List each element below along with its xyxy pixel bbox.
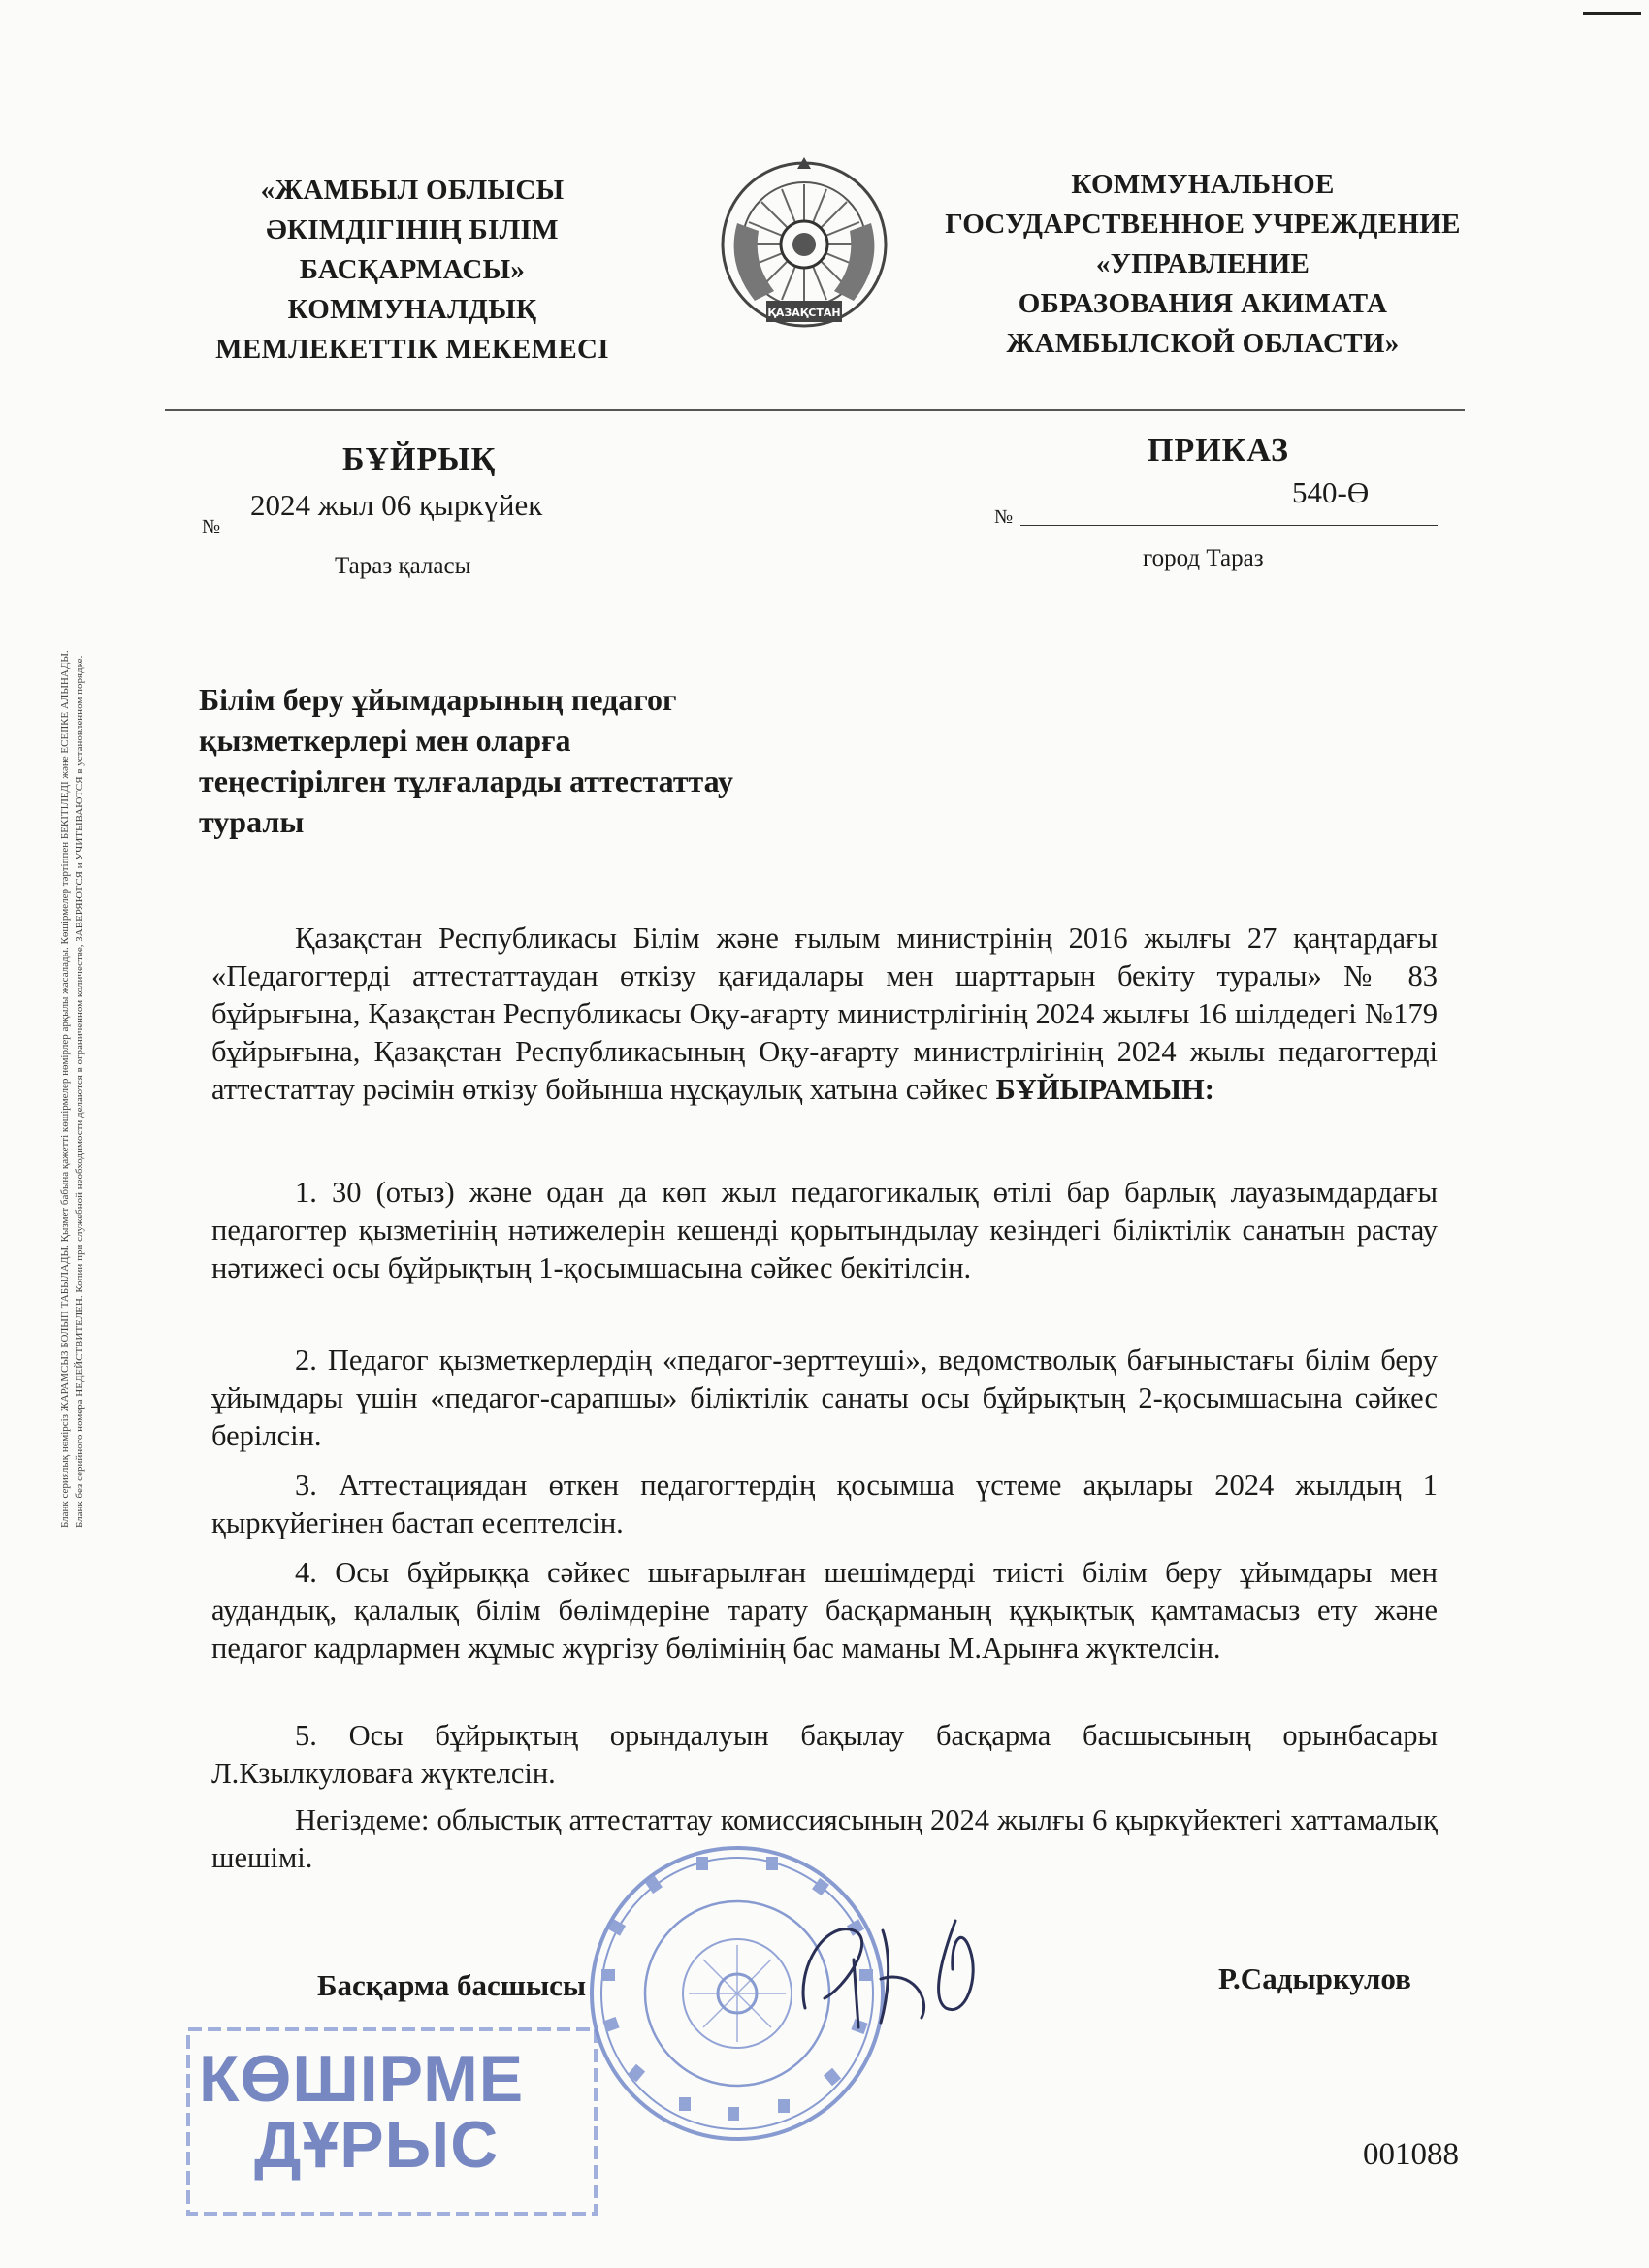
state-emblem — [720, 155, 889, 340]
order-item-text: 1. 30 (отыз) және одан да көп жыл педагогикалық өтілі бар барлық лауазымдардағы педагогтер қызметінің нәтижелерін кешенді қорытындылау кезіндегі біліктілік санатын растау нәтижесі осы бұйрықтың 1-қосымшасына сәйкес бекітілсін. — [211, 1176, 1438, 1284]
city-kz: Тараз қаласы — [335, 553, 471, 579]
number-line-ru — [1020, 480, 1438, 526]
order-item-2 — [211, 1342, 1438, 1455]
doc-type-kz: БҰЙРЫҚ — [342, 441, 497, 477]
signatory-position: Басқарма басшысы — [317, 1968, 587, 2002]
copy-stamp-line2: ДҰРЫС — [254, 2108, 500, 2182]
preamble — [211, 920, 1438, 1109]
order-item-text: 4. Осы бұйрыққа сәйкес шығарылған шешімдерді тиісті білім беру ұйымдары мен аудандық, қалалық білім бөлімдеріне тарату басқарманың құқықтық қамтамасыз ету және педагог кадрлармен жұмыс жүргізу бөлімінің бас маманы М.Арынға жүктелсін. — [211, 1556, 1438, 1665]
header-ru — [931, 165, 1474, 364]
order-item-text: 3. Аттестациядан өткен педагогтердің қосымша үстеме ақылары 2024 жылдың 1 қыркүйегінен бастап есептелсін. — [211, 1469, 1438, 1539]
subject-line: Білім беру ұйымдарының педагог — [199, 682, 677, 717]
order-item-4 — [211, 1554, 1438, 1668]
city-ru: город Тараз — [1143, 545, 1264, 571]
order-number: 540-Ө — [1292, 475, 1370, 509]
copy-stamp-line1: КӨШІРМЕ — [199, 2042, 525, 2116]
subject-line: теңестірілген тұлғаларды аттестаттау — [199, 763, 734, 798]
order-subject — [199, 679, 878, 842]
header-ru-line: «УПРАВЛЕНИЕ — [1095, 248, 1310, 279]
header-ru-line: ОБРАЗОВАНИЯ АКИМАТА — [1018, 288, 1388, 319]
margin-note-line: Бланк сериялық нөмірсіз ЖАРАМСЫЗ БОЛЫП ТАБЫЛАДЫ. Қызмет бабына қажетті көшірмелер нөмірлер арқылы жасалады. Көшірмелер тәртіппен БЕКІТІЛЕДІ және ЕСЕПКЕ АЛЫНАДЫ. — [59, 650, 71, 1528]
emblem-text: ҚАЗАҚСТАН — [767, 307, 841, 319]
header-ru-line: КОММУНАЛЬНОЕ — [1071, 169, 1335, 200]
header-kz-line: БАСҚАРМАСЫ» — [299, 254, 526, 285]
header-kz-line: «ЖАМБЫЛ ОБЛЫСЫ — [260, 175, 565, 206]
signature — [786, 1901, 1057, 2037]
corner-mark — [1583, 12, 1641, 15]
signatory-name: Р.Садыркулов — [1218, 1961, 1411, 1995]
header-kz-line: КОММУНАЛДЫҚ — [287, 294, 537, 325]
number-sign-kz: № — [202, 516, 221, 537]
header-kz — [189, 171, 635, 370]
header-rule — [165, 409, 1465, 411]
subject-line: туралы — [199, 804, 305, 839]
margin-note — [58, 650, 87, 1528]
subject-line: қызметкерлері мен оларға — [199, 723, 571, 758]
header-ru-line: ЖАМБЫЛСКОЙ ОБЛАСТИ» — [1006, 328, 1400, 359]
preamble-text: Қазақстан Республикасы Білім және ғылым министрінің 2016 жылғы 27 қаңтардағы «Педагогтерді аттестаттаудан өткізу қағидалары мен шарттарын бекіту туралы» № 83 бұйрығына, Қазақстан Республикасы Оқу-ағарту министрлігінің 2024 жылғы 16 шілдедегі №179 бұйрығына, Қазақстан Республикасының Оқу-ағарту министрлігінің 2024 жылы педагогтерді аттестаттау рәсімін өткізу бойынша нұсқаулық хатына сәйкес — [211, 922, 1438, 1106]
header-kz-line: МЕМЛЕКЕТТІК МЕКЕМЕСІ — [215, 334, 609, 365]
number-sign-ru: № — [994, 506, 1014, 528]
order-item-1 — [211, 1174, 1438, 1287]
order-item-text: 2. Педагог қызметкерлердің «педагог-зерттеуші», ведомстволық бағыныстағы білім беру ұйымдары үшін «педагог-сарапшы» біліктілік санаты осы бұйрықтың 2-қосымшасына сәйкес берілсін. — [211, 1344, 1438, 1452]
doc-type-ru: ПРИКАЗ — [1148, 433, 1289, 469]
order-word: БҰЙЫРАМЫН: — [995, 1073, 1214, 1106]
basis-text: Негіздеме: облыстық аттестаттау комиссиясының 2024 жылғы 6 қыркүйектегі хаттамалық шешімі. — [211, 1803, 1438, 1874]
margin-note-line: Бланк без серийного номера НЕДЕЙСТВИТЕЛЕН. Копии при служебной необходимости делаются в ограниченном количестве, ЗАВЕРЯЮТСЯ и УЧИТЫВАЮТСЯ в установленном порядке. — [74, 655, 85, 1528]
order-item-5 — [211, 1717, 1438, 1793]
order-item-3 — [211, 1467, 1438, 1542]
header-ru-line: ГОСУДАРСТВЕННОЕ УЧРЕЖДЕНИЕ — [945, 209, 1461, 240]
header-kz-line: ӘКІМДІГІНІҢ БІЛІМ — [266, 214, 559, 245]
order-date: 2024 жыл 06 қыркүйек — [250, 488, 543, 522]
order-item-text: 5. Осы бұйрықтың орындалуын бақылау басқарма басшысының орынбасары Л.Кзылкуловаға жүктелсін. — [211, 1719, 1438, 1790]
blank-serial-number: 001088 — [1363, 2137, 1459, 2172]
